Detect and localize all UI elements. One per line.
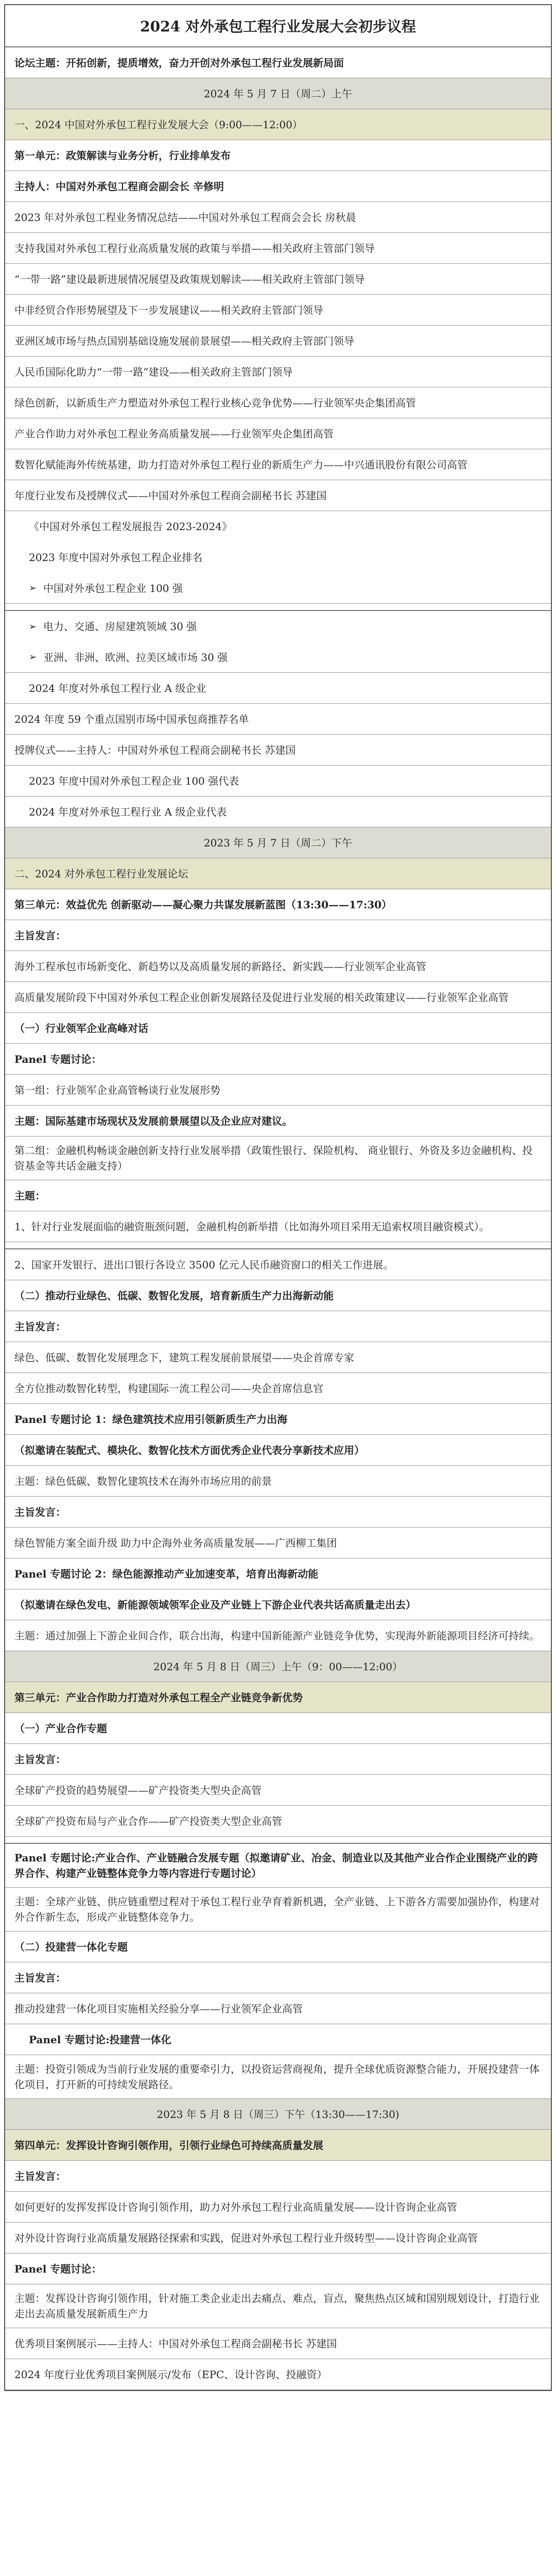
release-sub: 2023 年度中国对外承包工程企业排名 [29, 551, 203, 564]
panel1-speech: 绿色智能方案全面升级 助力中企海外业务高质量发展——广西柳工集团 [5, 1528, 551, 1558]
case-release: 2024 年度行业优秀项目案例展示/发布（EPC、设计咨询、投融资） [5, 2359, 551, 2390]
day2-am-unit3: 第三单元：产业合作助力打造对外承包工程全产业链竞争新优势 [5, 1682, 551, 1713]
panel2-sub: （拟邀请在绿色发电、新能源领域领军企业及产业链上下游企业代表共话高质量走出去） [5, 1589, 551, 1620]
panel1-sub: （拟邀请在装配式、模块化、数智化技术方面优秀企业代表分享新技术应用） [5, 1435, 551, 1466]
release-bullet-text: 亚洲、非洲、欧洲、拉美区域市场 30 强 [43, 651, 228, 664]
speech-label: 主旨发言： [5, 1311, 551, 1342]
panel-label: Panel 专题讨论： [5, 1044, 551, 1075]
day1-item-6: 绿色创新，以新质生产力塑造对外承包工程行业核心竞争优势——行业领军央企集团高管 [5, 387, 551, 418]
forum-theme [5, 47, 551, 78]
day1-item-0: 2023 年对外承包工程业务情况总结——中国对外承包工程商会会长 房秋晨 [5, 202, 551, 233]
panel1-speech-label: 主旨发言： [5, 1497, 551, 1528]
design-speech-1: 对外设计咨询行业高质量发展路径探索和实践，促进对外承包工程行业升级转型——设计咨询企业高管 [5, 2223, 551, 2253]
speech-label: 主旨发言： [5, 2161, 551, 2192]
section-gap [5, 1242, 551, 1249]
day1-item-9: 年度行业发布及授牌仪式——中国对外承包工程商会副秘书长 苏建国 [5, 480, 551, 511]
panel-item-5: 2、国家开发银行、进出口银行各设立 3500 亿元人民币融资窗口的相关工作进展。 [5, 1249, 551, 1280]
forum-theme-text: 开拓创新，提质增效，奋力开创对外承包工程行业发展新局面 [66, 56, 344, 69]
speech-label: 主旨发言： [5, 920, 551, 951]
forum-theme-label: 论坛主题： [14, 56, 66, 69]
panel2-title: Panel 专题讨论 2：绿色能源推动产业加速变革，培育出海新动能 [5, 1558, 551, 1589]
industry-panel: Panel 专题讨论:产业合作、产业链融合发展专题（拟邀请矿业、冶金、制造业以及其他产业合作企业围绕产业的跨界合作、构建产业链整体竞争力等内容进行专题讨论） [5, 1844, 551, 1888]
case-exhibit: 优秀项目案例展示——主持人：中国对外承包工程商会副秘书长 苏建国 [5, 2328, 551, 2359]
release-country-list: 2024 年度 59 个重点国别市场中国承包商推荐名单 [5, 704, 551, 735]
speech-0: 海外工程承包市场新变化、新趋势以及高质量发展的新路径、新实践——行业领军企业高管 [5, 951, 551, 982]
speech-1: 高质量发展阶段下中国对外承包工程企业创新发展路径及促进行业发展的相关政策建议——行业领军企业高管 [5, 982, 551, 1013]
panel-item-2: 第二组：金融机构畅谈金融创新支持行业发展举措（政策性银行、保险机构、 商业银行、外资及多边金融机构、投资基金等共话金融支持） [5, 1137, 551, 1180]
day2-subsection-1: （一）产业合作专题 [5, 1713, 551, 1744]
bot-panel: Panel 专题讨论:投建营一体化 [5, 2024, 551, 2055]
speech-label: 主旨发言： [5, 1962, 551, 1993]
panel-item-4: 1、针对行业发展面临的融资瓶颈问题，金融机构创新举措（比如海外项目采用无追索权项目融资模式）。 [5, 1211, 551, 1242]
agenda-document [4, 4, 552, 2391]
day1-item-7: 产业合作助力对外承包工程业务高质量发展——行业领军央企集团高管 [5, 418, 551, 449]
release-bullet-top100 [5, 573, 551, 604]
day1-item-1: 支持我国对外承包工程行业高质量发展的政策与举措——相关政府主管部门领导 [5, 233, 551, 264]
release-bullet-region [5, 642, 551, 673]
day1-pm-date: 2023 年 5 月 7 日（周二）下午 [5, 827, 551, 858]
panel-item-0: 第一组：行业领军企业高管畅谈行业发展形势 [5, 1075, 551, 1106]
bot-panel-topic: 主题：投资引领成为当前行业发展的重要牵引力，以投资运营商视角，提升全球优质资源整合能力，开展投建营一体化项目，打开新的可持续发展路径。 [5, 2055, 551, 2099]
day1-am-date: 2024 年 5 月 7 日（周二）上午 [5, 78, 551, 109]
panel2-topic: 主题：通过加强上下游企业间合作，联合出海，构建中国新能源产业链竞争优势，实现海外新能源项目经济可持续。 [5, 1620, 551, 1651]
industry-panel-topic: 主题：全球产业链、供应链重塑过程对于承包工程行业孕育着新机遇，全产业链、上下游各方需要加强协作，构建对外合作新生态，形成产业链整体竞争力。 [5, 1888, 551, 1931]
section-gap [5, 604, 551, 611]
day2-subsection-2: （二）投建营一体化专题 [5, 1931, 551, 1962]
day1-item-8: 数智化赋能海外传统基建，助力打造对外承包工程行业的新质生产力——中兴通讯股份有限公司高管 [5, 449, 551, 480]
release-heading: 《中国对外承包工程发展报告 2023-2024》 [29, 520, 232, 533]
page-title: 2024 对外承包工程行业发展大会初步议程 [5, 5, 551, 47]
subsection-1: （一）行业领军企业高峰对话 [5, 1013, 551, 1044]
day1-pm-unit3: 第三单元：效益优先 创新驱动——凝心聚力共谋发展新蓝图（13:30——17:30） [5, 889, 551, 920]
mining-speech-1: 全球矿产投资布局与产业合作——矿产投资类大型企业高管 [5, 1806, 551, 1837]
bot-speech: 推动投建营一体化项目实施相关经验分享——行业领军企业高管 [5, 1993, 551, 2024]
day1-pm-session: 二、2024 对外承包工程行业发展论坛 [5, 858, 551, 889]
ceremony-sub-0: 2023 年度中国对外承包工程企业 100 强代表 [5, 766, 551, 796]
design-panel-topic: 主题：发挥设计咨询引领作用，针对施工类企业走出去痛点、难点，盲点，聚焦热点区域和国别规划设计，打造行业走出去高质量发展新质生产力 [5, 2284, 551, 2328]
green-speech-1: 全方位推动数智化转型，构建国际一流工程公司——央企首席信息官 [5, 1373, 551, 1404]
day1-item-3: 中非经贸合作形势展望及下一步发展建议——相关政府主管部门领导 [5, 295, 551, 326]
panel-item-3: 主题： [5, 1180, 551, 1211]
section-gap [5, 1837, 551, 1844]
day1-host: 主持人：中国对外承包工程商会副会长 辛修明 [5, 171, 551, 202]
day2-pm-unit4: 第四单元：发挥设计咨询引领作用，引领行业绿色可持续高质量发展 [5, 2130, 551, 2161]
day1-unit1: 第一单元：政策解读与业务分析，行业排单发布 [5, 140, 551, 171]
release-bullet-sector [5, 611, 551, 642]
arrow-bullet-icon: ➢ [29, 583, 37, 594]
green-speech-0: 绿色、低碳、数智化发展理念下，建筑工程发展前景展望——央企首席专家 [5, 1342, 551, 1373]
day1-item-5: 人民币国际化助力“一带一路”建设——相关政府主管部门领导 [5, 357, 551, 387]
day1-item-2: “一带一路”建设最新进展情况展望及政策规划解读——相关政府主管部门领导 [5, 264, 551, 295]
design-speech-0: 如何更好的发挥发挥设计咨询引领作用，助力对外承包工程行业高质量发展——设计咨询企业高管 [5, 2192, 551, 2223]
day1-item-4: 亚洲区域市场与热点国别基础设施发展前景展望——相关政府主管部门领导 [5, 326, 551, 357]
subsection-2: （二）推动行业绿色、低碳、数智化发展，培育新质生产力出海新动能 [5, 1280, 551, 1311]
release-bullet-text: 中国对外承包工程企业 100 强 [43, 582, 183, 595]
day1-am-session: 一、2024 中国对外承包工程行业发展大会（9:00——12:00） [5, 109, 551, 140]
arrow-bullet-icon: ➢ [29, 621, 37, 632]
speech-label: 主旨发言： [5, 1744, 551, 1775]
release-bullet-text: 电力、交通、房屋建筑领域 30 强 [43, 620, 197, 633]
panel-item-1: 主题：国际基建市场现状及发展前景展望以及企业应对建议。 [5, 1106, 551, 1137]
day2-am-date: 2024 年 5 月 8 日（周三）上午（9：00——12:00） [5, 1651, 551, 1682]
ceremony-sub-1: 2024 年度对外承包工程行业 A 级企业代表 [5, 796, 551, 827]
mining-speech-0: 全球矿产投资的趋势展望——矿产投资类大型央企高管 [5, 1775, 551, 1806]
ceremony: 授牌仪式——主持人：中国对外承包工程商会副秘书长 苏建国 [5, 735, 551, 766]
release-a-level: 2024 年度对外承包工程行业 A 级企业 [5, 673, 551, 704]
arrow-bullet-icon: ➢ [29, 652, 37, 663]
panel1-topic: 主题：绿色低碳、数智化建筑技术在海外市场应用的前景 [5, 1466, 551, 1497]
panel1-title: Panel 专题讨论 1：绿色建筑技术应用引领新质生产力出海 [5, 1404, 551, 1435]
design-panel-label: Panel 专题讨论： [5, 2253, 551, 2284]
day2-pm-date: 2023 年 5 月 8 日（周三）下午（13:30——17:30) [5, 2099, 551, 2130]
